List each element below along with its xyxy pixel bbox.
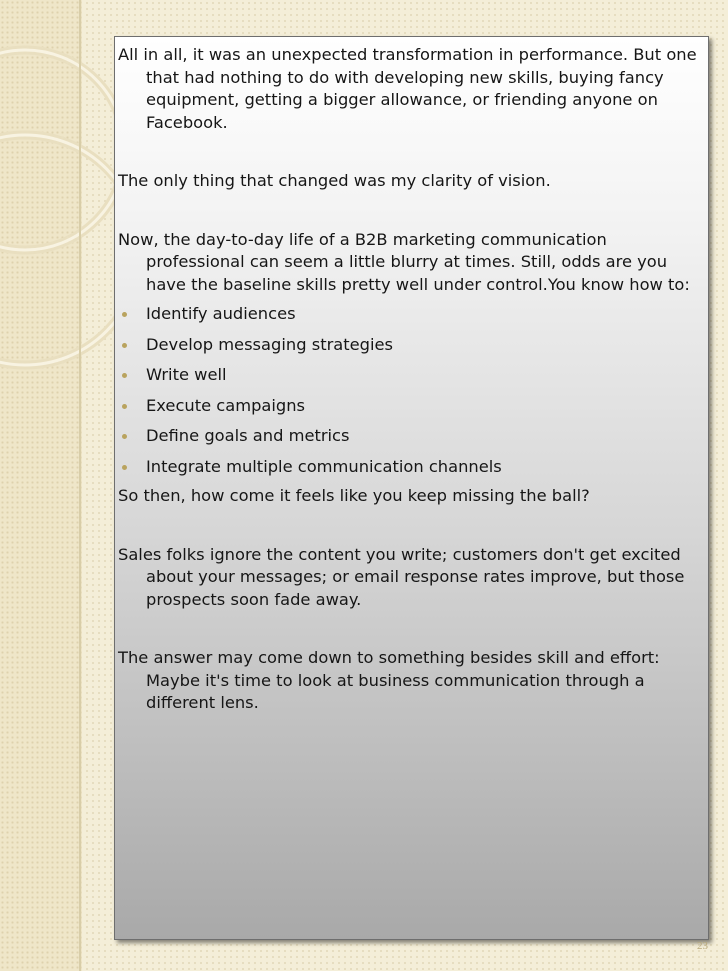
paragraph-6: The answer may come down to something besides skill and effort: Maybe it's time to look at business communication through a different lens. [118,648,660,712]
list-item-text: Write well [146,365,227,384]
bullet-icon [122,404,127,409]
paragraph-5: Sales folks ignore the content you write; customers don't get excited about your messages; or email response rates improve, but those prospects soon fade away. [118,544,685,609]
list-item-text: Execute campaigns [146,395,306,415]
list-item-text: Develop messaging strategies [146,334,394,354]
bullet-icon [122,343,127,348]
bullet-icon [122,312,127,317]
paragraph-1: All in all, it was an unexpected transformation in performance. But one that had nothing to do with developing new skills, buying fancy equipment, getting a bigger allowance, or friending anyone on Facebook. [118,45,697,132]
paragraph-3: Now, the day-to-day life of a B2B marketing communication professional can seem a little blurry at times. Still, odds are you have the baseline skills pretty well under control.You know how to: [118,229,690,294]
ring-upper [0,50,125,250]
list-item [118,364,704,387]
list-item [118,334,704,357]
ring-upper-highlight [0,50,125,250]
bullet-icon [122,434,127,439]
skills-list [118,303,704,478]
page-number: 23 [697,940,708,952]
bullet-icon [122,465,127,470]
vertical-divider [79,0,81,971]
list-item [118,456,704,479]
bullet-icon [122,373,127,378]
list-item-text: Identify audiences [146,304,296,323]
list-item [118,395,704,418]
paragraph-2: The only thing that changed was my clarity of vision. [118,171,551,190]
paragraph-4: So then, how come it feels like you keep missing the ball? [118,486,590,505]
list-item-text: Define goals and metrics [146,426,350,445]
list-item [118,303,704,326]
slide-text [118,44,704,751]
list-item [118,425,704,448]
list-item-text: Integrate multiple communication channels [146,456,502,476]
